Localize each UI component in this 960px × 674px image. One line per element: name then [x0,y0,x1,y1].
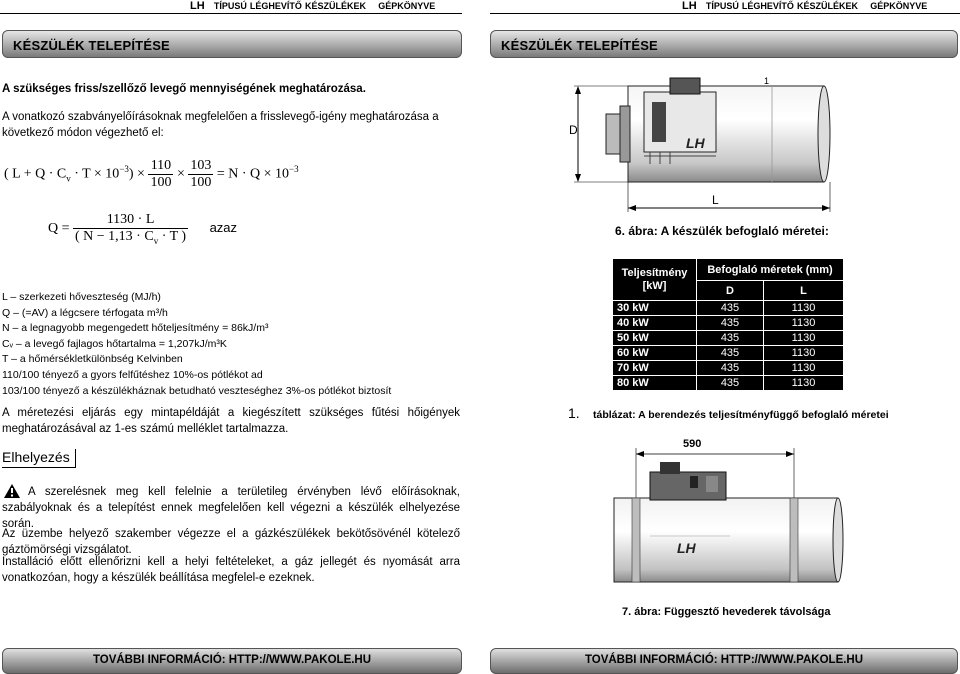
formula-2: Q = $\frac{1130 \cdot L}{( N - 1,13 \cdot C_v \cdot T )}$ azaz [48,212,238,246]
legend-item: L – szerkezeti hőveszteség (MJ/h) [2,291,161,303]
dimension-label-d: D [569,123,578,137]
legend-item: N – a legnagyobb megengedett hőteljesítmény = 86kJ/m³ [2,322,269,335]
table-header-power: Teljesítmény [kW] [613,259,697,301]
dimension-label-590: 590 [683,438,702,450]
header-rule-left [0,13,462,14]
dimension-label-1: 1 [764,76,770,86]
table-subheader-d: D [697,281,764,301]
device-dimension-figure [560,70,890,220]
warning-paragraph-2: Az üzembe helyező szakember végezze el a gázkészülékek bekötősövénél kötelező gáztömörségi vizsgálatot. [2,528,460,556]
table-header-dimensions: Befoglaló méretek (mm) [697,259,844,281]
lh-logo-fig6: LH [686,135,705,151]
formula-1: ( $L + Q \cdot C_v \cdot T \times 10^{-3}$) × $\frac{110}{100}$ × $\frac{103}{100}$ = $N \cdot Q \times 10^{-3}$ [4,158,299,190]
header-left: LH TÍPUSÚ LÉGHEVÍTŐ KÉSZÜLÉKEK GÉPKÖNYVE [190,0,436,12]
intro-paragraph: A vonatkozó szabványelőírásoknak megfelelően a frisslevegő-igény meghatározása a következő módon végezhető el: [2,111,439,139]
table-row: 60 kW 435 1130 [613,346,844,361]
fig7-caption: 7. ábra: Függesztő hevederek távolsága [622,606,831,618]
fig6-caption: 6. ábra: A készülék befoglaló méretei: [615,224,829,238]
warning-paragraph-1: A szerelésnek meg kell felelnie a területileg érvényben lévő előírásoknak, szabályoknak és a telepítést ennek megfelelően kell végezni a készülék elhelyezése során. [2,486,460,530]
table-caption-number: 1. [568,405,580,421]
table-subheader-l: L [764,281,844,301]
footer-right: TOVÁBBI INFORMÁCIÓ: HTTP://WWW.PAKOLE.HU [490,648,958,674]
header-rule-right [490,13,960,14]
footer-left: TOVÁBBI INFORMÁCIÓ: HTTP://WWW.PAKOLE.HU [2,648,462,674]
variable-legend [2,290,462,399]
legend-item: 110/100 tényező a gyors felfűtéshez 10%-os pótlékot ad [2,368,263,381]
legend-item: T – a hőmérsékletkülönbség Kelvinben [2,353,183,366]
placement-title: Elhelyezés [2,449,76,468]
legend-item: Cᵥ – a levegő fajlagos hőtartalma = 1,207kJ/m³K [2,337,227,350]
header-right: LH TÍPUSÚ LÉGHEVÍTŐ KÉSZÜLÉKEK GÉPKÖNYVE [682,0,928,12]
table-row: 50 kW 435 1130 [613,331,844,346]
table-row: 80 kW 435 1130 [613,376,844,391]
dimension-label-l: L [712,193,719,207]
table-row: 70 kW 435 1130 [613,361,844,376]
heading-fresh-air: A szükséges friss/szellőző levegő mennyiségének meghatározása. [2,83,366,95]
legend-item: 103/100 tényező a készülékháznak betudható veszteséghez 3%-os pótlékot biztosít [2,384,392,397]
dimensions-table [612,258,844,391]
legend-item: Q – (=AV) a légcsere térfogata m³/h [2,306,168,319]
section-title-left: KÉSZÜLÉK TELEPÍTÉSE [2,30,462,58]
table-caption: táblázat: A berendezés teljesítményfüggő befoglaló méretei [593,409,889,421]
hanger-distance-figure [594,436,864,596]
section-title-right: KÉSZÜLÉK TELEPÍTÉSE [490,30,958,58]
sizing-note: A méretezési eljárás egy mintapéldáját a kiegészített szükséges fűtési hőigények meghatározásával az 1-es számú melléklet tartalmazza. [2,407,460,435]
warning-paragraph-3: Installáció előtt ellenőrizni kell a helyi feltételeket, a gáz jellegét és nyomását arra vonatkozóan, hogy a készülék beállítása megfelel-e ezeknek. [2,556,460,584]
lh-logo-fig7: LH [677,540,696,556]
table-row: 30 kW 435 1130 [613,301,844,316]
table-row: 40 kW 435 1130 [613,316,844,331]
